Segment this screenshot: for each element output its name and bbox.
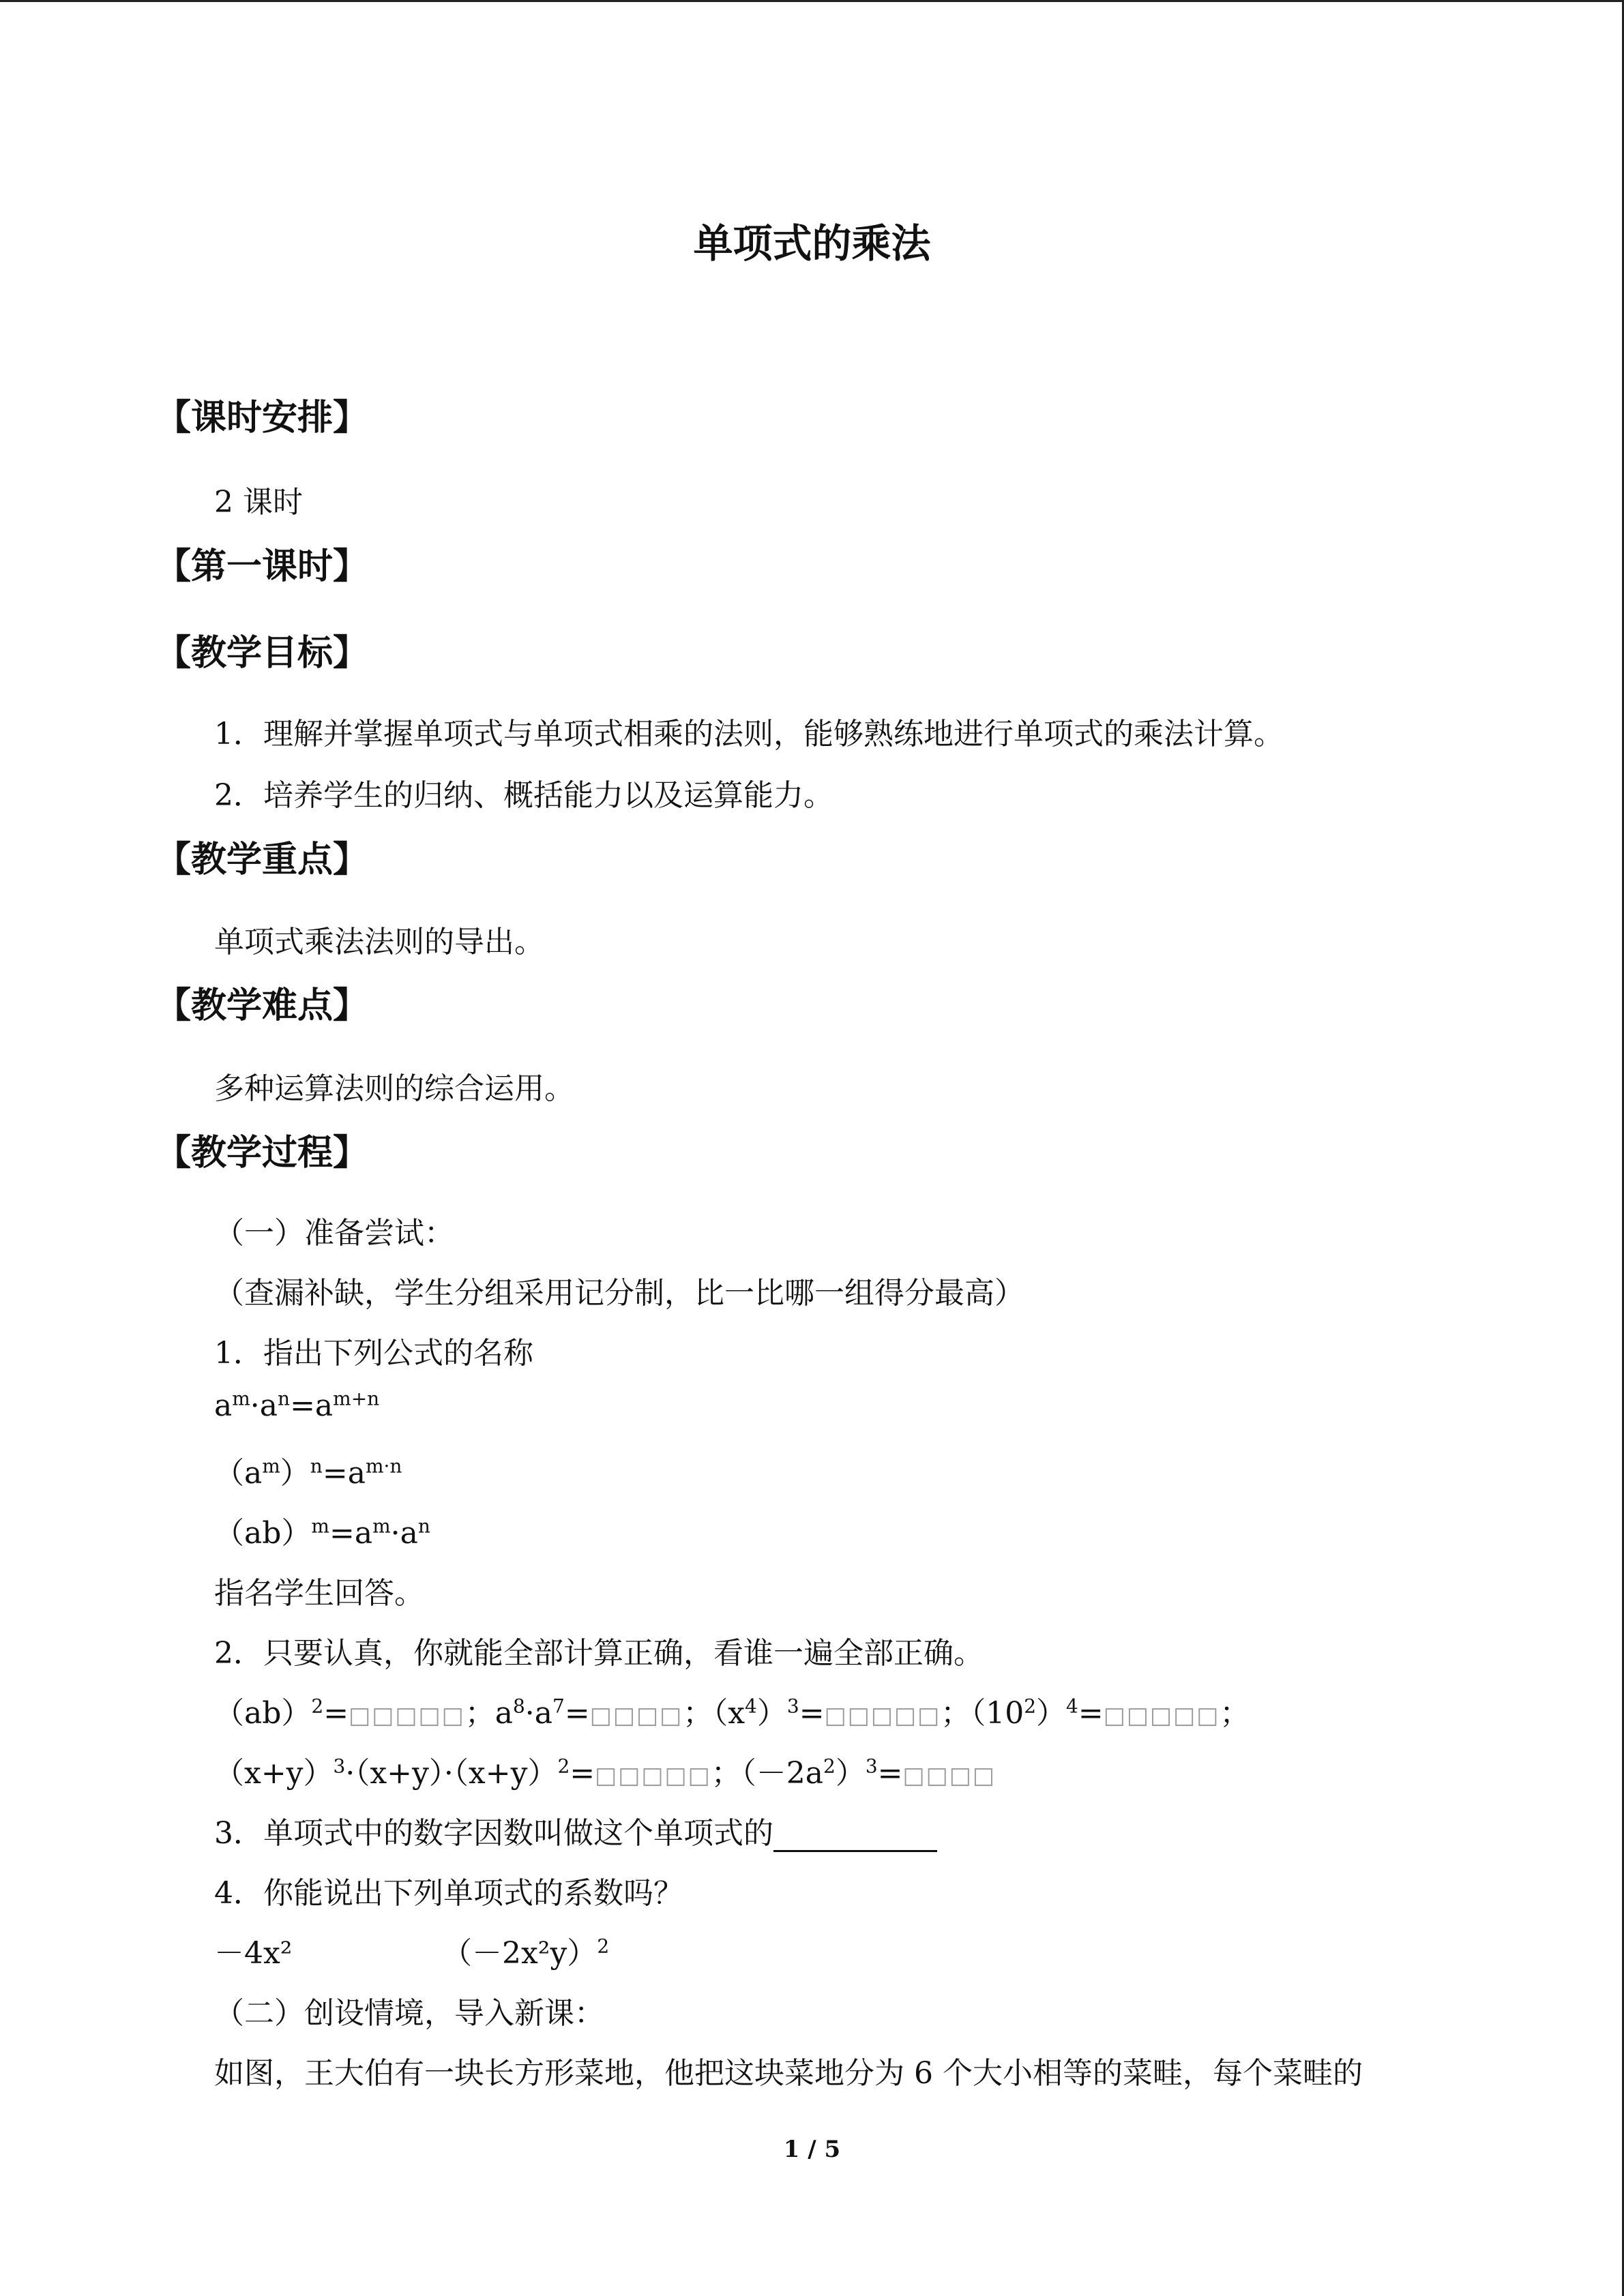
monomial-2: $(-2x^2y)^2$ [442,1935,610,1971]
exercise-row-2: $(x+y)^3\cdot(x+y)\cdot(x+y)^2=□□□□□$；$(-2a^2)^3=□□□□$ [214,1755,996,1791]
part1-title: （一）准备尝试： [214,1216,454,1251]
key-point-text: 单项式乘法法则的导出。 [214,925,544,959]
question-2: 2．只要认真，你就能全部计算正确，看谁一遍全部正确。 [214,1636,984,1671]
question-3: 3．单项式中的数字因数叫做这个单项式的 [214,1808,937,1852]
heading-process: 【教学过程】 [156,1133,369,1174]
page-title: 单项式的乘法 [693,220,931,267]
exercise-row-1: （ab）$^2$=□□□□□；$a^8\cdot a^7=□□□□$；$(x^4)^3=□□□□□$；$(10^2)^4=□□□□□$； [214,1695,1250,1731]
part2-title: （二）创设情境，导入新课： [214,1996,604,2031]
formula-product-of-powers: $a^m\cdot a^n=a^{m+n}$ [214,1387,380,1423]
difficulty-text: 多种运算法则的综合运用。 [214,1071,574,1106]
answer-note: 指名学生回答。 [214,1576,424,1611]
question-1: 1．指出下列公式的名称 [214,1336,533,1371]
heading-first-lesson: 【第一课时】 [156,546,369,587]
heading-schedule: 【课时安排】 [156,398,369,438]
schedule-text: 2 课时 [214,485,303,520]
scenario-text: 如图，王大伯有一块长方形菜地，他把这块菜地分为 6 个大小相等的菜畦，每个菜畦的 [214,2056,1363,2091]
heading-goals: 【教学目标】 [156,633,369,674]
monomial-1: －4x² [214,1936,293,1971]
formula-power-of-product: $(ab)^m=a^m\cdot a^n$ [214,1515,430,1551]
top-border [0,0,1624,2]
formula-power-of-power: $(a^m)^n=a^{m\cdot n}$ [214,1455,402,1491]
page-number: 1 / 5 [783,2136,841,2163]
heading-key-points: 【教学重点】 [156,839,369,880]
heading-difficulties: 【教学难点】 [156,985,369,1026]
answer-blank[interactable] [773,1823,937,1852]
goal-item-1: 1．理解并掌握单项式与单项式相乘的法则，能够熟练地进行单项式的乘法计算。 [214,717,1284,751]
part1-note: （查漏补缺，学生分组采用记分制，比一比哪一组得分最高） [214,1276,1024,1311]
goal-item-2: 2．培养学生的归纳、概括能力以及运算能力。 [214,778,833,813]
question-4: 4．你能说出下列单项式的系数吗？ [214,1876,683,1911]
